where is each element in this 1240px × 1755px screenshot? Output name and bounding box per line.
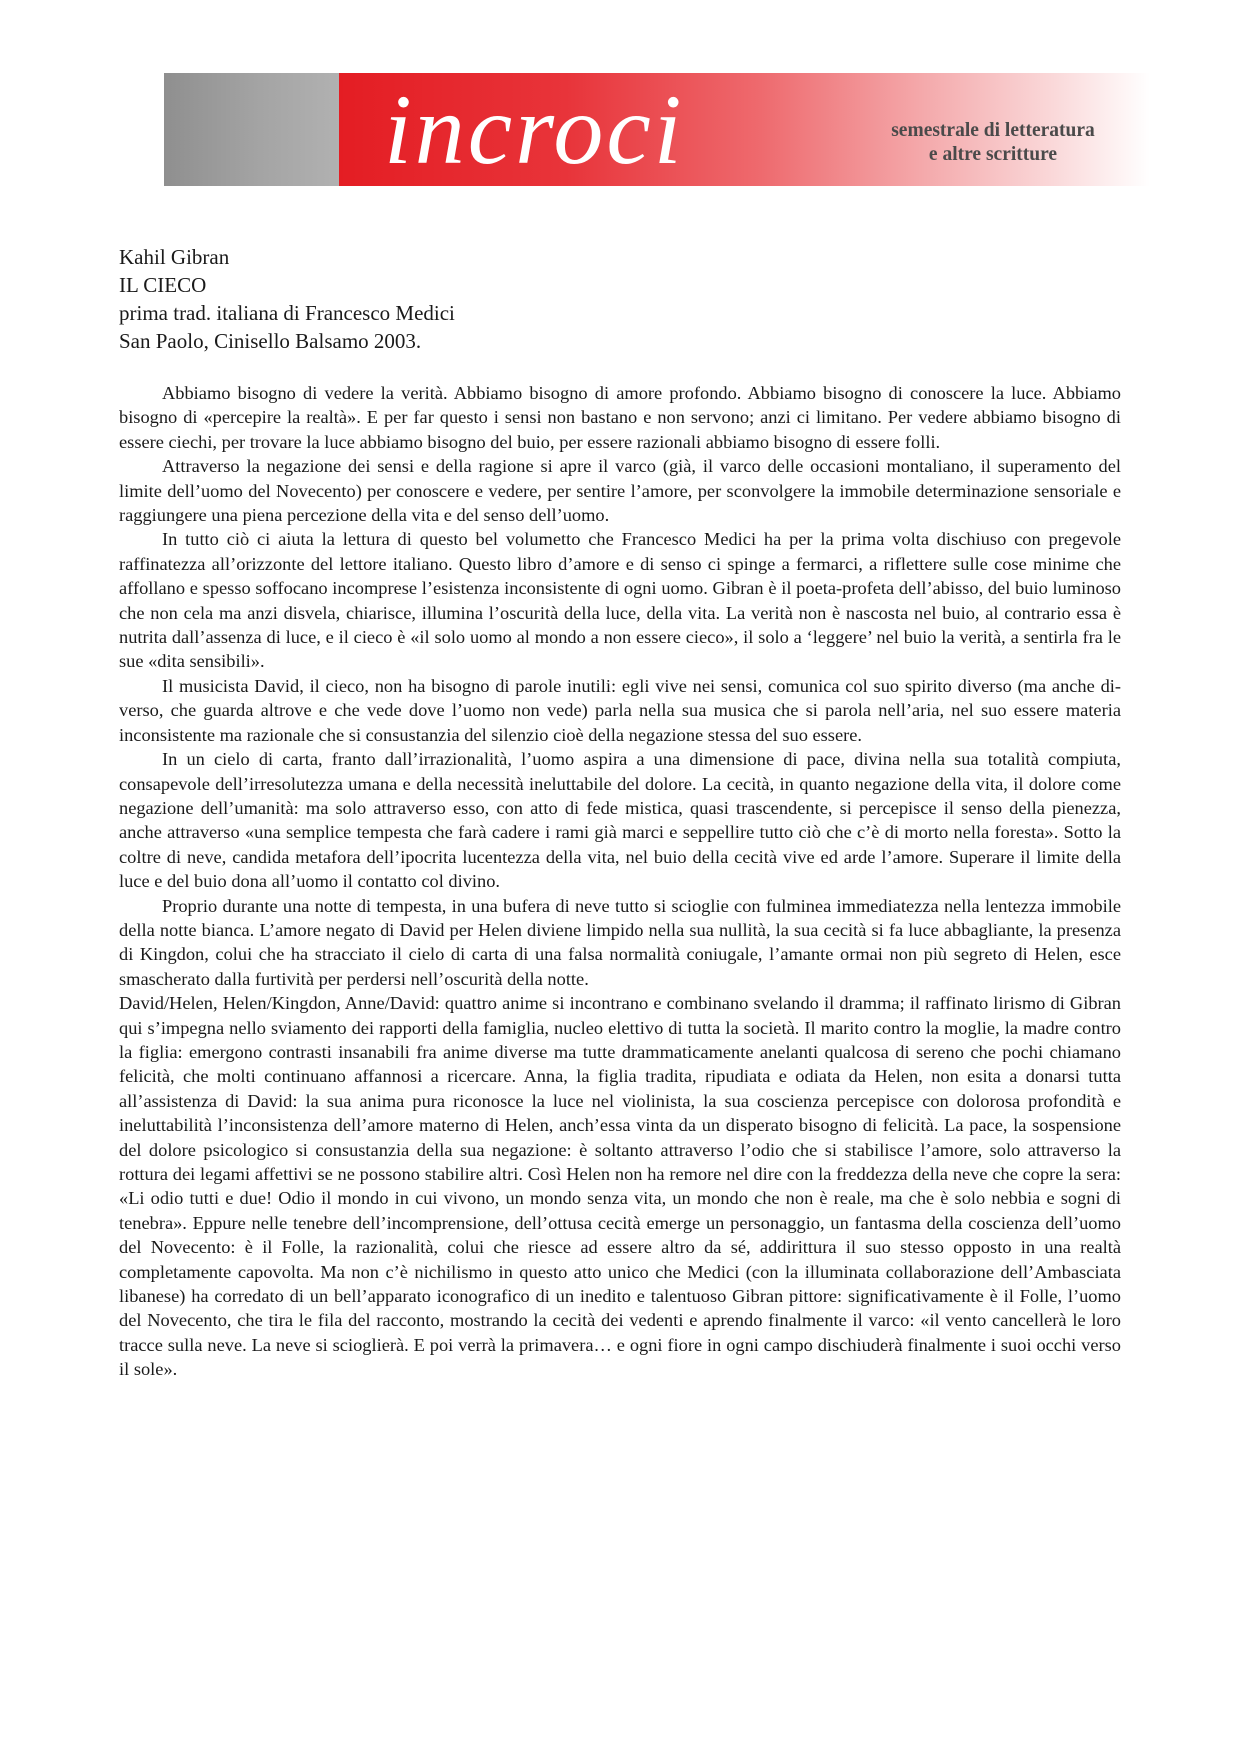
paragraph: Il musicista David, il cieco, non ha bisogno di parole inutili: egli vive nei sensi, comunica col suo spirito diverso (ma anche di-verso, che guarda altrove e che vede dove l’uomo non vede) parla nella sua musica che si parola nell’aria, nel suo essere materia inconsistente ma razionale che si consustanzia del silenzio cioè della negazione stessa del suo essere. xyxy=(119,675,1121,745)
banner-red-gradient xyxy=(339,73,1150,186)
paragraph: Attraverso la negazione dei sensi e della ragione si apre il varco (già, il varco delle occasioni montaliano, il superamento del limite dell’uomo del Novecento) per conoscere e vedere, per sentire l’amore, per sconvolgere la immobile determinazione sensoriale e raggiungere una piena percezione della vita e del senso dell’uomo. xyxy=(119,456,1121,526)
paragraph: Proprio durante una notte di tempesta, in una bufera di neve tutto si scioglie con fulminea immediatezza nella lentezza immobile della notte bianca. L’amore negato di David per Helen diviene limpido nella sua nullità, la sua cecità si fa luce abbagliante, la presenza di Kingdon, colui che ha stracciato il cielo di carta di una falsa normalità coniugale, l’amante ormai non più segreto di Helen, esce smascherato dalla furtività per perdersi nell’oscurità della notte. xyxy=(119,895,1121,989)
journal-logo: incroci xyxy=(384,74,685,185)
book-author: Kahil Gibran xyxy=(119,245,230,269)
paragraph: David/Helen, Helen/Kingdon, Anne/David: quattro anime si incontrano e combinano svelando il dramma; il raffinato lirismo di Gibran qui s’impegna nello sviamento dei rapporti della famiglia, nucleo elettivo di tutta la società. Il marito contro la moglie, la madre contro la figlia: emergono contrasti insanabili fra anime diverse ma tutte drammaticamente anelanti qualcosa di sereno che pochi chiamano felicità, che molti continuano affannosi a ricercare. Anna, la figlia tradita, ripudiata e odiata da Helen, non esita a donarsi tutta all’assistenza di David: la sua anima pura riconosce la luce nel violinista, la sua coscienza percepisce con dolorosa profondità e ineluttabilità l’inconsistenza dell’amore materno di Helen, anch’essa vinta da un disperato bisogno di felicità. La pace, la sospensione del dolore psicologico si consustanzia della sua negazione: è soltanto attraverso l’odio che si stabilisce l’amore, solo attraverso la rottura dei legami affettivi se ne possono stabilire altri. Così Helen non ha remore nel dire con la freddezza della neve che copre la sera: «Li odio tutti e due! Odio il mondo in cui vivono, un mondo senza vita, un mondo che non è reale, ma che è solo nebbia e sogni di tenebra». Eppure nelle tenebre dell’incomprensione, dell’ottusa cecità emerge un personaggio, un fantasma della coscienza dell’uomo del Novecento: è il Folle, la razionalità, colui che riesce ad essere altro da sé, addirittura il suo stesso opposto in una realtà completamente capovolta. Ma non c’è nichilismo in questo atto unico che Medici (con la illuminata collaborazione dell’Ambasciata libanese) ha corredato di un bell’apparato iconografico di un inedito e talentuoso Gibran pittore: significativamente è il Folle, l’uomo del Novecento, che tira le fila del racconto, mostrando la cecità dei vedenti e aprendo finalmente il varco: «il vento cancellerà le loro tracce sulla neve. La neve si scioglierà. E poi verrà la primavera… e ogni fiore in ogni campo dischiuderà finalmente i suoi occhi verso il sole». xyxy=(119,993,1121,1380)
banner-gray-block xyxy=(164,73,339,186)
book-publisher: San Paolo, Cinisello Balsamo 2003. xyxy=(119,329,422,353)
paragraph: Abbiamo bisogno di vedere la verità. Abbiamo bisogno di amore profondo. Abbiamo bisogno di conoscere la luce. Abbiamo bisogno di «percepire la realtà». E per far questo i sensi non bastano e non servono; anzi ci limitano. Per vedere abbiamo bisogno di essere ciechi, per trovare la luce abbiamo bisogno del buio, per essere razionali abbiamo bisogno di essere folli. xyxy=(119,383,1121,452)
book-title: IL CIECO xyxy=(119,273,207,297)
bibliographic-reference xyxy=(119,243,455,355)
book-translation: prima trad. italiana di Francesco Medici xyxy=(119,301,455,325)
journal-header-banner xyxy=(164,73,1150,186)
review-body xyxy=(119,381,1121,1382)
paragraph: In un cielo di carta, franto dall’irrazionalità, l’uomo aspira a una dimensione di pace, divina nella sua totalità compiuta, consapevole dell’irresolutezza umana e della necessità ineluttabile del dolore. La cecità, in quanto negazione della vita, il dolore come negazione dell’umanità: ma solo attraverso esso, con atto di fede mistica, quasi trascendente, si percepisce il senso della pienezza, anche attraverso «una semplice tempesta che farà cadere i rami già marci e seppellire tutto ciò che c’è di morto nella foresta». Sotto la coltre di neve, candida metafora dell’ipocrita lucentezza della vita, nel buio della cecità vive ed arde l’amore. Superare il limite della luce e del buio dona all’uomo il contatto col divino. xyxy=(119,749,1121,892)
paragraph: In tutto ciò ci aiuta la lettura di questo bel volumetto che Francesco Medici ha per la prima volta dischiuso con pregevole raffinatezza all’orizzonte del lettore italiano. Questo libro d’amore e di senso ci spinge a fermarci, a riflettere sulle cose minime che affollano e spesso soffocano incomprese l’esistenza inconsistente di ogni uomo. Gibran è il poeta-profeta dell’abisso, del buio luminoso che non cela ma anzi disvela, chiarisce, illumina l’oscurità della luce, della vita. La verità non è nascosta nel buio, al contrario essa è nutrita dall’assenza di luce, e il cieco è «il solo uomo al mondo a non essere cieco», il solo a ‘leggere’ nel buio la verità, a sentirla fra le sue «dita sensibili». xyxy=(119,529,1121,672)
journal-tagline xyxy=(853,119,1133,167)
tagline-line-2: e altre scritture xyxy=(928,144,1058,165)
tagline-line-1: semestrale di letteratura xyxy=(891,120,1095,141)
